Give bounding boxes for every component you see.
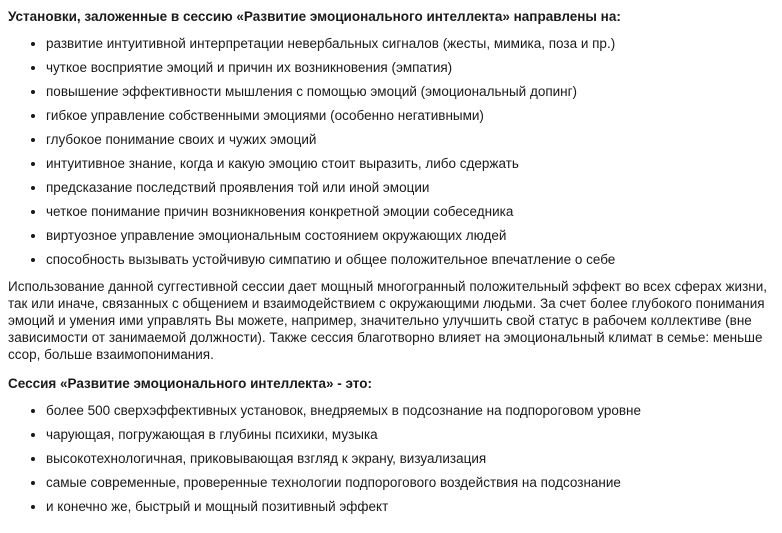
settings-list — [8, 35, 772, 268]
list-item: • более 500 сверхэффективных установок, внедряемых в подсознание на подпороговом уровне — [46, 402, 772, 419]
list-item: • повышение эффективности мышления с помощью эмоций (эмоциональный допинг) — [46, 83, 772, 100]
list-item: • и конечно же, быстрый и мощный позитивный эффект — [46, 498, 772, 515]
list-item: • самые современные, проверенные технологии подпорогового воздействия на подсознание — [46, 474, 772, 491]
heading-session-is: Сессия «Развитие эмоционального интеллекта» - это: — [8, 376, 372, 391]
list-item: • четкое понимание причин возникновения конкретной эмоции собеседника — [46, 203, 772, 220]
list-item: • виртуозное управление эмоциональным состоянием окружающих людей — [46, 227, 772, 244]
list-item: • чуткое восприятие эмоций и причин их возникновения (эмпатия) — [46, 59, 772, 76]
list-item: • чарующая, погружающая в глубины психики, музыка — [46, 426, 772, 443]
heading-session-settings: Установки, заложенные в сессию «Развитие эмоционального интеллекта» направлены на: — [8, 9, 621, 24]
list-item: • гибкое управление собственными эмоциями (особенно негативными) — [46, 107, 772, 124]
session-effect-paragraph: Использование данной суггестивной сессии дает мощный многогранный положительный эффект во всех сферах жизни, так или иначе, связанных с общением и взаимодействием с окружающими людьми. За счет более глубокого понимания эмоций и умения ими управлять Вы можете, например, значительно улучшить свой статус в рабочем коллективе (вне зависимости от занимаемой должности). Также сессия благотворно влияет на эмоциональный климат в семье: меньше ссор, больше взаимопонимания. — [8, 279, 767, 362]
features-list — [8, 402, 772, 515]
list-item: • высокотехнологичная, приковывающая взгляд к экрану, визуализация — [46, 450, 772, 467]
list-item: • развитие интуитивной интерпретации невербальных сигналов (жесты, мимика, поза и пр.) — [46, 35, 772, 52]
list-item: • предсказание последствий проявления той или иной эмоции — [46, 179, 772, 196]
list-item: • интуитивное знание, когда и какую эмоцию стоит выразить, либо сдержать — [46, 155, 772, 172]
list-item: • глубокое понимание своих и чужих эмоций — [46, 131, 772, 148]
list-item: • способность вызывать устойчивую симпатию и общее положительное впечатление о себе — [46, 251, 772, 268]
page-content — [8, 8, 772, 515]
